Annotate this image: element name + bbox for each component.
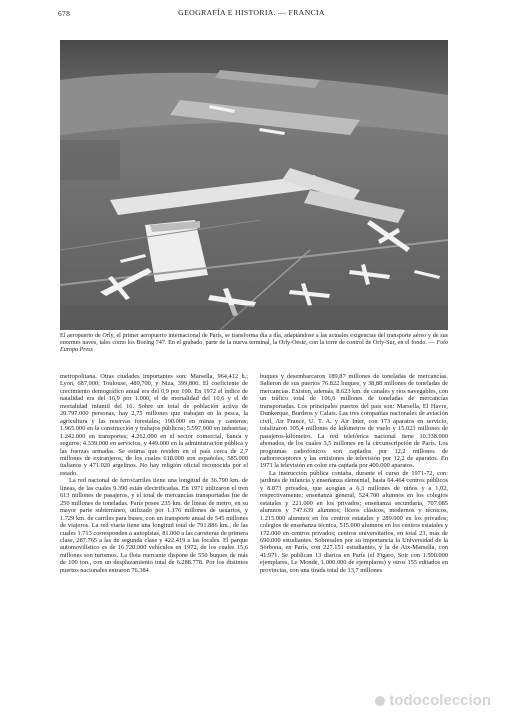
watermark: [375, 692, 491, 709]
running-title: GEOGRAFÍA E HISTORIA. — FRANCIA: [178, 8, 325, 17]
photo-credit: Foto Europa Press: [60, 340, 448, 354]
watermark-logo-icon: [375, 696, 385, 706]
paragraph: buques y desembarcaron 189,87 millones de toneladas de mercancías. Salieron de sus puertos 76.822 buques, y 38,88 millones de toneladas de mercancías. Existen, además, 8.623 km. de canales y ríos navegables, con un tráfico total de 106,6 millones de toneladas de mercancías transportadas. Los principales puertos del país son: Marsella, El Havre, Dunkerque, Burdeos y Calais. Las tres compañías nacionales de aviación civil, Air France, U. T. A. y Air Inter, con 173 aparatos en servicio, totalizaron 305,4 millones de kilómetros de vuelo y 15.023 millones de pasajeros-kilómetro. La red telefónica nacional tiene 10.338.000 abonados, de los cuales 3,5 millones en la circunscripción de París. Los programas radiofónicos son captados por 12,2 millones de radiorreceptores y las emisiones de televisión por 12,2 de aparatos. En 1971 la televisión en color era captada por 400.000 aparatos.: [260, 373, 448, 470]
left-column: [60, 373, 248, 688]
running-header: [58, 8, 445, 22]
paragraph: La instrucción pública contaba, durante el curso de 1971-72, con: jardines de infancia y enseñanza elemental, hasta 64.464 centros públicos y 8.873 privados, que acogían a 6,3 millones de niños y a 1,02, respectivamente; enseñanza general, 524.700 alumnos en los colegios estatales y 221.000 en los privados; enseñanza secundaria, 707.085 alumnos y 747.639 alumnos; liceos clásicos, modernos y técnicos, 1.215.000 alumnos en los centros estatales y 289.000 en los privados; colegios de enseñanza técnica, 515.000 alumnos en los centros estatales y 172.000 en centros privados; centros universitarios, en total 23, más de 690.000 estudiantes. Sobresalen por su importancia la Universidad de la Sorbona, en París, con 227.151 estudiantes, y la de Aix-Marsella, con 41.971. Se publican 13 diarios en París (el Figaro, Soir con 1.500.000 ejemplares, Le Monde, 1.000.000 de ejemplares) y otros 155 editados en provincias, con una tirada total de 13,7 millones: [260, 469, 448, 574]
paragraph: La red nacional de ferrocarriles tiene una longitud de 36.790 km. de líneas, de las cuales 9.390 están electrificadas. En 1971 utilizaron el tren 613 millones de pasajeros, y el total de mercancías transportadas fue de 250 millones de toneladas. París posee 235 km. de líneas de metro, en su mayor parte subterráneo, utilizado por 1.176 millones de usuarios, y 1.729 km. de carriles para buses, con un transporte anual de 545 millones de viajeros. La red viaria tiene una longitud total de 791.886 km., de las cuales 1.713 corresponden a autopistas, 81.000 a las carreteras de primera clase, 287.765 a las de segunda clase y 422.419 a las locales. El parque automovilístico es de 16.720.000 vehículos en 1972, de los cuales 15,6 millones son turismos. La flota mercante dispone de 550 buques de más de 100 ton., con un desplazamiento total de 6.288.778. Por los distintos puertos nacionales entraron 76.384: [60, 477, 248, 574]
paragraph: metropolitana. Otras ciudades importantes son: Marsella, 964,412 h.; Lyon, 687,000; Toulouse, 489,700, y Niza, 399,800. El coeficiente de crecimiento demográfico anual era del 0,9 por 100. En 1972 el índice de natalidad era del 16,9 por 1.000, el de mortalidad del 10,6 y el de mortalidad infantil del 16. Sobre un total de población activa de 20.797.000 personas, hay 2,75 millones que trabajan en la pesca, la agricultura y las reservas forestales; 190.000 en minas y canteras; 1.965.000 en la construcción y trabajos públicos; 5.597.000 en industrias; 1.242.000 en transportes; 4.262.000 en el sector comercial, banca y seguros; 4.339.000 en servicios, y 449.000 en la administración pública y las fuerzas armadas. Se estima que residen en el país cerca de 2,7 millones de extranjeros, de los cuales 618.000 son españoles, 585.000 italianos y 471.020 argelinos. No hay religión oficial reconocida por el estado.: [60, 373, 248, 477]
watermark-text: todocoleccion: [389, 692, 491, 709]
right-column: [260, 373, 448, 688]
photo-caption: El aeropuerto de Orly, el primer aeropuerto internacional de París, se transforma día a día, adaptándose a las actuales exigencias del transporte aéreo y de sus enormes naves, tales como los Boeing 747. En el grabado, parte de la nueva terminal, la Orly-Oeste, con la torre de control de Orly-Sur, en el fondo. — Foto Europa Press: [60, 333, 448, 354]
caption-text: El aeropuerto de Orly, el primer aeropuerto internacional de París, se transforma día a día, adaptándose a las actuales exigencias del transporte aéreo y de sus enormes naves, tales como los Boeing 747. En el grabado, parte de la nueva terminal, la Orly-Oeste, con la torre de control de Orly-Sur, en el fondo.: [60, 333, 448, 347]
airport-photo: [60, 40, 448, 330]
body-text: [60, 373, 448, 688]
page-number: 678: [58, 9, 71, 18]
